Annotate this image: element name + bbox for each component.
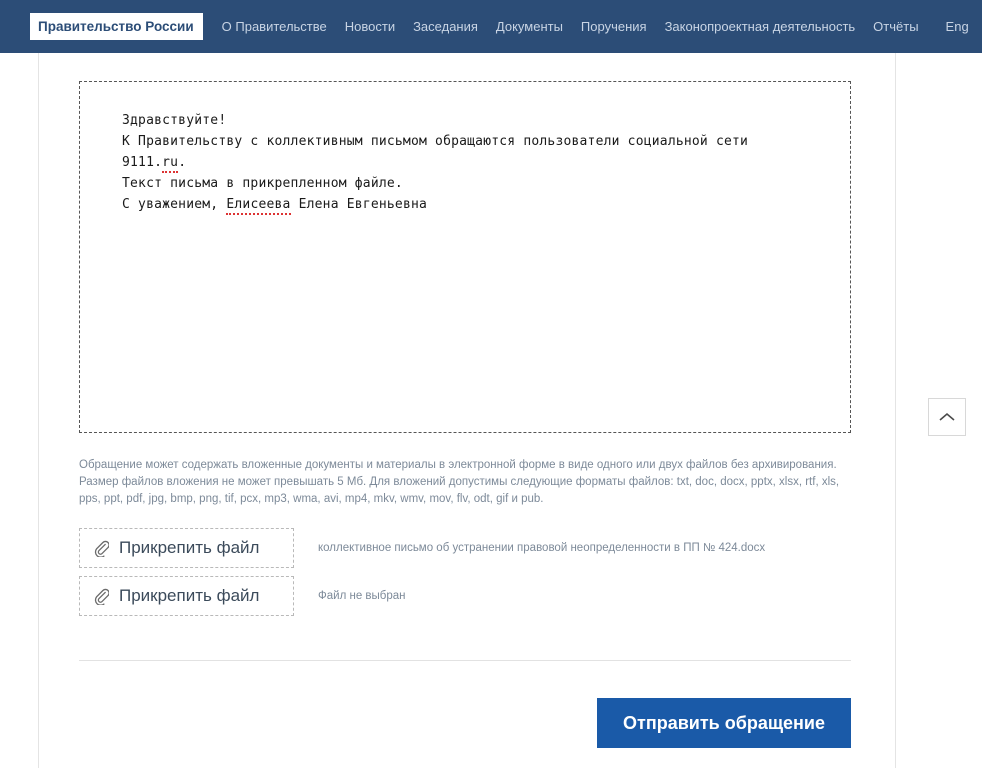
nav-item-legislative-activity[interactable]: Законопроектная деятельность [664,19,856,34]
message-line-5-post: Елена Евгеньевна [290,197,428,212]
nav-item-news[interactable]: Новости [344,19,396,34]
submit-row [79,698,851,748]
content-column [38,53,896,768]
attach-file-status-1: коллективное письмо об устранении правовой неопределенности в ПП № 424.docx [318,542,766,554]
message-line-3-pre: 9111. [122,155,163,170]
attachment-requirements-note: Обращение может содержать вложенные документы и материалы в электронной форме в виде одного или двух файлов без архивирования. Размер файлов вложения не может превышать 5 Мб. Для вложений допустимы следующие форматы файлов: txt, doc, docx, pptx, xlsx, rtf, xls, pps, ppt, pdf, jpg, bmp, png, tif, pcx, mp3, wma, avi, mp4, mkv, wmv, mov, flv, odt, gif и pub. [79,459,840,505]
attach-file-label-1: Прикрепить файл [119,538,260,557]
paperclip-icon [94,588,109,605]
nav-item-orders[interactable]: Поручения [580,19,647,34]
form-divider [79,660,851,661]
brand-logo[interactable]: Правительство России [30,13,203,41]
message-line-3-misspelled: ru [162,155,178,173]
appeal-form [39,53,895,748]
attach-file-status-2: Файл не выбран [318,590,406,602]
page-body [0,53,982,768]
attach-file-button-1[interactable] [79,528,294,568]
submit-appeal-button[interactable]: Отправить обращение [597,698,851,748]
attach-file-label-2: Прикрепить файл [119,586,260,605]
attachment-row-1 [79,528,855,568]
nav-item-reports[interactable]: Отчёты [873,19,919,34]
message-textarea[interactable] [79,81,851,433]
message-line-5 [122,194,824,215]
site-header [0,0,982,53]
message-line-5-pre: С уважением, [122,197,227,212]
message-line-3 [122,152,824,173]
paperclip-icon [94,540,109,557]
message-line-3-post: . [178,155,187,170]
message-line-1: Здравствуйте! [122,113,227,128]
nav-item-documents[interactable]: Документы [495,19,563,34]
nav-item-about[interactable]: О Правительстве [221,19,327,34]
nav-item-english[interactable]: Eng [945,19,969,34]
attach-file-button-2[interactable] [79,576,294,616]
nav-item-meetings[interactable]: Заседания [413,19,478,34]
message-line-4: Текст письма в прикрепленном файле. [122,176,403,191]
message-line-2: К Правительству с коллективным письмом обращаются пользователи социальной сети [122,134,749,149]
scroll-to-top-button[interactable] [928,398,966,436]
attachment-row-2 [79,576,855,616]
message-line-5-misspelled: Елисеева [226,197,290,215]
chevron-up-icon [937,410,957,424]
